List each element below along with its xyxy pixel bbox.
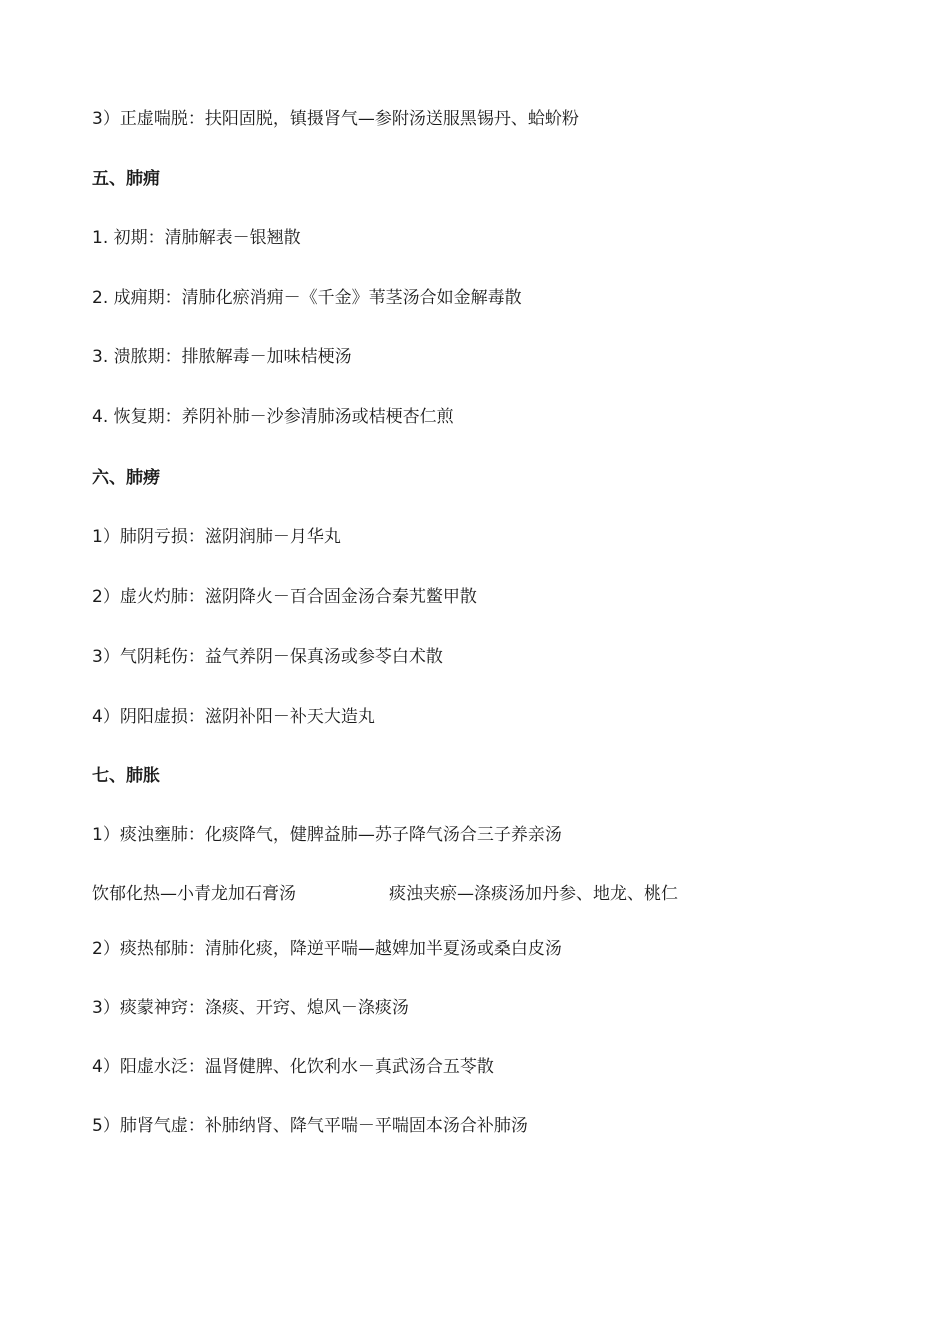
list-item: 2. 成痈期：清肺化瘀消痈－《千金》苇茎汤合如金解毒散 [92, 288, 522, 308]
list-item-zhengxu-chuantuo: 3）正虚喘脱：扶阳固脱，镇摄肾气—参附汤送服黑锡丹、蛤蚧粉 [92, 109, 579, 129]
list-item: 1）痰浊壅肺：化痰降气，健脾益肺—苏子降气汤合三子养亲汤 [92, 825, 562, 845]
list-item: 2）虚火灼肺：滋阴降火－百合固金汤合秦艽鳖甲散 [92, 587, 477, 607]
list-item: 4）阴阳虚损：滋阴补阳－补天大造丸 [92, 707, 375, 727]
list-item: 3）气阴耗伤：益气养阴－保真汤或参苓白术散 [92, 647, 443, 667]
list-item: 5）肺肾气虚：补肺纳肾、降气平喘－平喘固本汤合补肺汤 [92, 1116, 528, 1136]
sub-item-row [92, 883, 678, 905]
list-item: 4）阳虚水泛：温肾健脾、化饮利水－真武汤合五苓散 [92, 1057, 494, 1077]
section-heading-feilao: 六、肺痨 [92, 468, 160, 488]
list-item: 2）痰热郁肺：清肺化痰，降逆平喘—越婢加半夏汤或桑白皮汤 [92, 939, 562, 959]
list-item: 1. 初期：清肺解表－银翘散 [92, 228, 301, 248]
list-item: 1）肺阴亏损：滋阴润肺－月华丸 [92, 527, 341, 547]
section-heading-feizhang: 七、肺胀 [92, 766, 160, 786]
list-item: 3. 溃脓期：排脓解毒－加味桔梗汤 [92, 347, 352, 367]
sub-item-right: 痰浊夹瘀—涤痰汤加丹参、地龙、桃仁 [389, 884, 678, 904]
list-item: 4. 恢复期：养阴补肺－沙参清肺汤或桔梗杏仁煎 [92, 407, 454, 427]
list-item: 3）痰蒙神窍：涤痰、开窍、熄风－涤痰汤 [92, 998, 409, 1018]
sub-item-left: 饮郁化热—小青龙加石膏汤 [92, 884, 296, 904]
section-heading-feiyong: 五、肺痈 [92, 169, 160, 189]
